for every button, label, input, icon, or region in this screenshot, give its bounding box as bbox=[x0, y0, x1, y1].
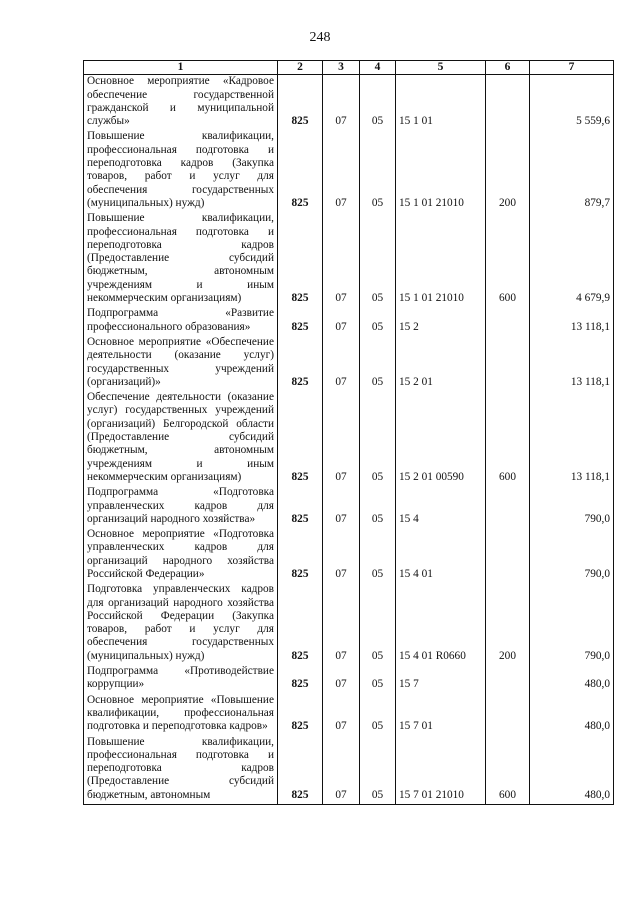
subsection-code: 05 bbox=[360, 212, 396, 307]
admin-code: 825 bbox=[278, 336, 323, 391]
subsection-code: 05 bbox=[360, 75, 396, 131]
subsection-code: 05 bbox=[360, 665, 396, 694]
admin-code: 825 bbox=[278, 486, 323, 528]
target-article-code: 15 2 01 00590 bbox=[396, 391, 486, 486]
admin-code: 825 bbox=[278, 391, 323, 486]
table-row bbox=[84, 694, 614, 736]
admin-code: 825 bbox=[278, 307, 323, 336]
expense-type-code: 200 bbox=[486, 583, 530, 665]
amount: 790,0 bbox=[530, 528, 614, 583]
budget-table-body bbox=[84, 75, 614, 805]
target-article-code: 15 4 01 bbox=[396, 528, 486, 583]
expense-type-code bbox=[486, 75, 530, 131]
row-name: Подпрограмма «Противодействие коррупции» bbox=[84, 665, 278, 694]
section-code: 07 bbox=[323, 391, 360, 486]
section-code: 07 bbox=[323, 307, 360, 336]
section-code: 07 bbox=[323, 130, 360, 212]
target-article-code: 15 1 01 21010 bbox=[396, 130, 486, 212]
column-header: 3 bbox=[323, 61, 360, 75]
section-code: 07 bbox=[323, 694, 360, 736]
subsection-code: 05 bbox=[360, 736, 396, 805]
amount: 13 118,1 bbox=[530, 336, 614, 391]
amount: 879,7 bbox=[530, 130, 614, 212]
row-name: Повышение квалификации, профессиональная подготовка и переподготовка кадров (Закупка товаров, работ и услуг для обеспечения государственных (муниципальных) нужд) bbox=[84, 130, 278, 212]
subsection-code: 05 bbox=[360, 528, 396, 583]
amount: 480,0 bbox=[530, 694, 614, 736]
target-article-code: 15 7 01 bbox=[396, 694, 486, 736]
admin-code: 825 bbox=[278, 583, 323, 665]
admin-code: 825 bbox=[278, 736, 323, 805]
column-number-row bbox=[84, 61, 614, 75]
row-name: Основное мероприятие «Подготовка управленческих кадров для организаций народного хозяйства Российской Федерации» bbox=[84, 528, 278, 583]
target-article-code: 15 7 bbox=[396, 665, 486, 694]
section-code: 07 bbox=[323, 336, 360, 391]
table-row bbox=[84, 486, 614, 528]
section-code: 07 bbox=[323, 486, 360, 528]
amount: 480,0 bbox=[530, 736, 614, 805]
expense-type-code bbox=[486, 694, 530, 736]
table-row bbox=[84, 391, 614, 486]
subsection-code: 05 bbox=[360, 336, 396, 391]
table-row bbox=[84, 583, 614, 665]
subsection-code: 05 bbox=[360, 307, 396, 336]
column-header: 5 bbox=[396, 61, 486, 75]
table-row bbox=[84, 130, 614, 212]
row-name: Основное мероприятие «Повышение квалификации, профессиональная подготовка и переподготовка кадров» bbox=[84, 694, 278, 736]
section-code: 07 bbox=[323, 736, 360, 805]
section-code: 07 bbox=[323, 583, 360, 665]
table-row bbox=[84, 75, 614, 131]
admin-code: 825 bbox=[278, 528, 323, 583]
expense-type-code bbox=[486, 307, 530, 336]
target-article-code: 15 7 01 21010 bbox=[396, 736, 486, 805]
row-name: Обеспечение деятельности (оказание услуг) государственных учреждений (организаций) Белгородской области (Предоставление субсидий бюджетным, автономным учреждениям и иным некоммерческим организациям) bbox=[84, 391, 278, 486]
row-name: Подпрограмма «Развитие профессионального образования» bbox=[84, 307, 278, 336]
amount: 4 679,9 bbox=[530, 212, 614, 307]
column-header: 7 bbox=[530, 61, 614, 75]
target-article-code: 15 4 01 R0660 bbox=[396, 583, 486, 665]
subsection-code: 05 bbox=[360, 486, 396, 528]
expense-type-code: 600 bbox=[486, 736, 530, 805]
row-name: Подготовка управленческих кадров для организаций народного хозяйства Российской Федерации (Закупка товаров, работ и услуг для обеспечения государственных (муниципальных) нужд) bbox=[84, 583, 278, 665]
amount: 13 118,1 bbox=[530, 391, 614, 486]
table-row bbox=[84, 336, 614, 391]
table-row bbox=[84, 736, 614, 805]
subsection-code: 05 bbox=[360, 130, 396, 212]
subsection-code: 05 bbox=[360, 583, 396, 665]
budget-table bbox=[83, 60, 614, 805]
amount: 790,0 bbox=[530, 583, 614, 665]
target-article-code: 15 2 bbox=[396, 307, 486, 336]
expense-type-code: 600 bbox=[486, 391, 530, 486]
expense-type-code: 200 bbox=[486, 130, 530, 212]
expense-type-code bbox=[486, 528, 530, 583]
row-name: Повышение квалификации, профессиональная подготовка и переподготовка кадров (Предоставление субсидий бюджетным, автономным bbox=[84, 736, 278, 805]
row-name: Подпрограмма «Подготовка управленческих кадров для организаций народного хозяйства» bbox=[84, 486, 278, 528]
expense-type-code bbox=[486, 486, 530, 528]
section-code: 07 bbox=[323, 212, 360, 307]
table-row bbox=[84, 665, 614, 694]
admin-code: 825 bbox=[278, 694, 323, 736]
subsection-code: 05 bbox=[360, 694, 396, 736]
admin-code: 825 bbox=[278, 75, 323, 131]
amount: 5 559,6 bbox=[530, 75, 614, 131]
section-code: 07 bbox=[323, 528, 360, 583]
table-row bbox=[84, 212, 614, 307]
admin-code: 825 bbox=[278, 665, 323, 694]
row-name: Основное мероприятие «Обеспечение деятельности (оказание услуг) государственных учреждений (организаций)» bbox=[84, 336, 278, 391]
admin-code: 825 bbox=[278, 130, 323, 212]
admin-code: 825 bbox=[278, 212, 323, 307]
section-code: 07 bbox=[323, 75, 360, 131]
subsection-code: 05 bbox=[360, 391, 396, 486]
section-code: 07 bbox=[323, 665, 360, 694]
target-article-code: 15 1 01 21010 bbox=[396, 212, 486, 307]
target-article-code: 15 2 01 bbox=[396, 336, 486, 391]
table-row bbox=[84, 307, 614, 336]
row-name: Основное мероприятие «Кадровое обеспечение государственной гражданской и муниципальной службы» bbox=[84, 75, 278, 131]
column-header: 4 bbox=[360, 61, 396, 75]
column-header: 2 bbox=[278, 61, 323, 75]
amount: 480,0 bbox=[530, 665, 614, 694]
row-name: Повышение квалификации, профессиональная подготовка и переподготовка кадров (Предоставление субсидий бюджетным, автономным учреждениям и иным некоммерческим организациям) bbox=[84, 212, 278, 307]
amount: 790,0 bbox=[530, 486, 614, 528]
expense-type-code bbox=[486, 336, 530, 391]
target-article-code: 15 4 bbox=[396, 486, 486, 528]
column-header: 1 bbox=[84, 61, 278, 75]
column-header: 6 bbox=[486, 61, 530, 75]
target-article-code: 15 1 01 bbox=[396, 75, 486, 131]
amount: 13 118,1 bbox=[530, 307, 614, 336]
expense-type-code bbox=[486, 665, 530, 694]
table-row bbox=[84, 528, 614, 583]
page-number: 248 bbox=[309, 30, 331, 45]
expense-type-code: 600 bbox=[486, 212, 530, 307]
